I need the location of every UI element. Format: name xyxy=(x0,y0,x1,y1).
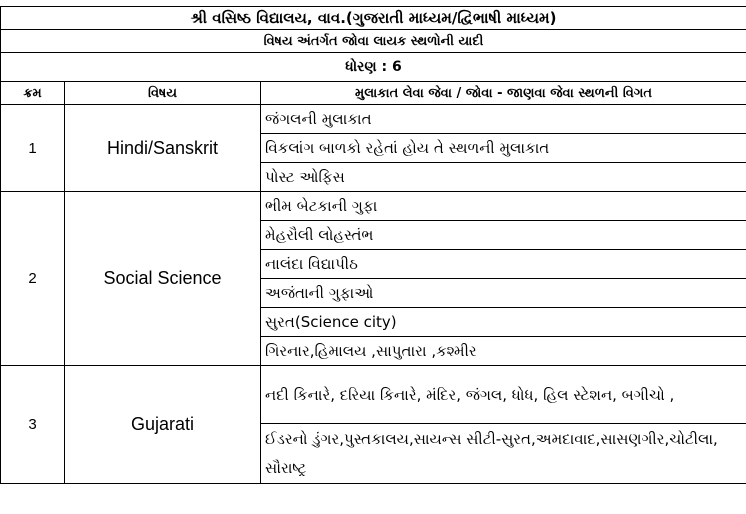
list-subtitle: વિષય અંતર્ગત જોવા લાયક સ્થળોની યાદી xyxy=(1,30,746,53)
place-cell: જંગલની મુલાકાત xyxy=(261,105,746,134)
place-cell: પોસ્ટ ઓફિસ xyxy=(261,163,746,192)
place-cell: ભીમ બેટકાની ગુફા xyxy=(261,192,746,221)
place-cell: અજંતાની ગુફાઓ xyxy=(261,279,746,308)
place-cell: ગિરનાર,હિમાલય ,સાપુતારા ,કશ્મીર xyxy=(261,337,746,366)
header-subject: વિષય xyxy=(65,82,261,105)
place-cell: મેહરૌલી લોહસ્તંભ xyxy=(261,221,746,250)
places-table xyxy=(0,6,746,484)
row-subject: Gujarati xyxy=(65,366,261,484)
place-cell: વિકલાંગ બાળકો રહેતાં હોય તે સ્થળની મુલાકાત xyxy=(261,134,746,163)
header-places: મુલાકાત લેવા જેવા / જોવા - જાણવા જેવા સ્થળની વિગત xyxy=(261,82,746,105)
row-subject: Hindi/Sanskrit xyxy=(65,105,261,192)
row-subject: Social Science xyxy=(65,192,261,366)
place-cell: ઈડરનો ડુંગર,પુસ્તકાલય,સાયન્સ સીટી-સુરત,અમદાવાદ,સાસણગીર,ચોટીલા, સૌરાષ્ટ્ર xyxy=(261,424,746,484)
row-number: 1 xyxy=(1,105,65,192)
school-title: શ્રી વસિષ્ઠ વિદ્યાલય, વાવ.(ગુજરાતી માધ્યમ/દ્વિભાષી માધ્યમ) xyxy=(1,7,746,30)
header-number: ક્રમ xyxy=(1,82,65,105)
place-cell: સુરત(Science city) xyxy=(261,308,746,337)
table-row xyxy=(1,366,746,424)
row-number: 2 xyxy=(1,192,65,366)
table-row xyxy=(1,192,746,221)
standard-label: ધોરણ : 6 xyxy=(1,53,746,82)
table-row xyxy=(1,105,746,134)
row-number: 3 xyxy=(1,366,65,484)
place-cell: નાલંદા વિદ્યાપીઠ xyxy=(261,250,746,279)
place-cell: નદી કિનારે, દરિયા કિનારે, મંદિર, જંગલ, ધોધ, હિલ સ્ટેશન, બગીચો , xyxy=(261,366,746,424)
